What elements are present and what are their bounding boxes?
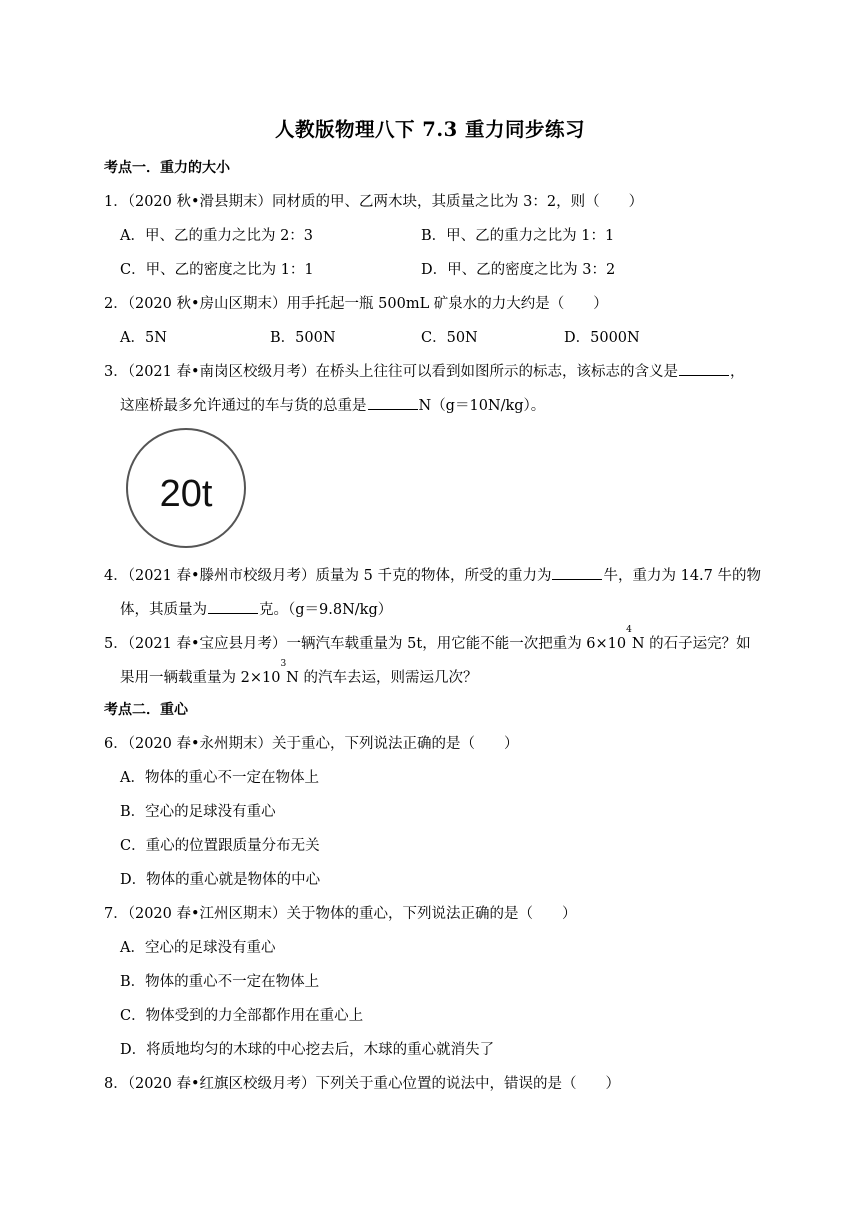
answer-blank[interactable]	[368, 395, 418, 410]
question-6-option-d: D．物体的重心就是物体的中心	[120, 872, 321, 888]
question-3-text-a-end: ，	[730, 364, 745, 380]
question-3-stem-line-2	[120, 394, 545, 415]
weight-limit-sign	[125, 427, 247, 549]
question-7-option-c: C．物体受到的力全部都作用在重心上	[120, 1008, 364, 1024]
question-5-stem-line-1	[104, 625, 751, 653]
question-6-stem: 6．（2020 春•永州期末）关于重心，下列说法正确的是（ ）	[104, 736, 519, 752]
question-4-text-b-end: 克。（g＝9.8N/kg）	[259, 602, 393, 618]
question-1-option-b: B．甲、乙的重力之比为 1：1	[421, 228, 615, 244]
question-6-option-a: A．物体的重心不一定在物体上	[120, 770, 319, 786]
question-2-option-b: B．500N	[270, 330, 336, 346]
exponent: 4	[626, 625, 632, 635]
question-6-option-b: B．空心的足球没有重心	[120, 804, 276, 820]
question-1-option-a: A．甲、乙的重力之比为 2：3	[120, 228, 314, 244]
question-4-stem-line-2	[120, 598, 392, 619]
answer-blank[interactable]	[208, 599, 258, 614]
question-4-stem-line-1	[104, 564, 761, 585]
question-1-option-c: C．甲、乙的密度之比为 1：1	[120, 262, 314, 278]
question-7-option-d: D．将质地均匀的木球的中心挖去后，木球的重心就消失了	[120, 1042, 495, 1058]
question-3-text-b-end: N（g＝10N/kg）。	[418, 398, 546, 414]
question-3-stem-line-1	[104, 360, 745, 381]
section-heading-1: 考点一．重力的大小	[104, 160, 230, 176]
section-heading-2: 考点二．重心	[104, 702, 188, 718]
exponent: 3	[280, 659, 287, 669]
question-1-stem: 1．（2020 秋•滑县期末）同材质的甲、乙两木块，其质量之比为 3：2，则（ ）	[104, 194, 644, 210]
question-5-text-a1: 5．（2021 春•宝应县月考）一辆汽车载重量为 5t，用它能不能一次把重为 6×10	[104, 636, 627, 652]
answer-blank[interactable]	[552, 565, 602, 580]
page-title: 人教版物理八下 7.3 重力同步练习	[274, 118, 585, 141]
question-4-text-a: 4．（2021 春•滕州市校级月考）质量为 5 千克的物体，所受的重力为	[104, 568, 552, 584]
question-5-stem-line-2	[120, 659, 478, 687]
sign-label: 20t	[159, 473, 213, 515]
question-3-text-b: 这座桥最多允许通过的车与货的总重是	[120, 398, 367, 414]
question-2-option-a: A．5N	[120, 330, 167, 346]
question-8-stem: 8．（2020 春•红旗区校级月考）下列关于重心位置的说法中，错误的是（ ）	[104, 1076, 621, 1092]
question-7-option-a: A．空心的足球没有重心	[120, 940, 276, 956]
question-3-text-a: 3．（2021 春•南岗区校级月考）在桥头上往往可以看到如图所示的标志，该标志的含义是	[104, 364, 679, 380]
question-2-option-c: C．50N	[421, 330, 478, 346]
question-7-stem: 7．（2020 春•江州区期末）关于物体的重心，下列说法正确的是（ ）	[104, 906, 577, 922]
question-5-text-b1: 果用一辆载重量为 2×10	[120, 670, 281, 686]
question-4-text-b: 体，其质量为	[120, 602, 207, 618]
question-6-option-c: C．重心的位置跟质量分布无关	[120, 838, 320, 854]
question-1-option-d: D．甲、乙的密度之比为 3：2	[421, 262, 616, 278]
question-2-stem: 2．（2020 秋•房山区期末）用手托起一瓶 500mL 矿泉水的力大约是（ ）	[104, 296, 608, 312]
answer-blank[interactable]	[679, 361, 729, 376]
question-4-text-a-end: 牛，重力为 14.7 牛的物	[603, 568, 761, 584]
question-5-text-a2: N 的石子运完？如	[631, 636, 751, 652]
question-2-option-d: D．5000N	[564, 330, 640, 346]
question-5-text-b2: N 的汽车去运，则需运几次？	[286, 670, 478, 686]
question-7-option-b: B．物体的重心不一定在物体上	[120, 974, 320, 990]
